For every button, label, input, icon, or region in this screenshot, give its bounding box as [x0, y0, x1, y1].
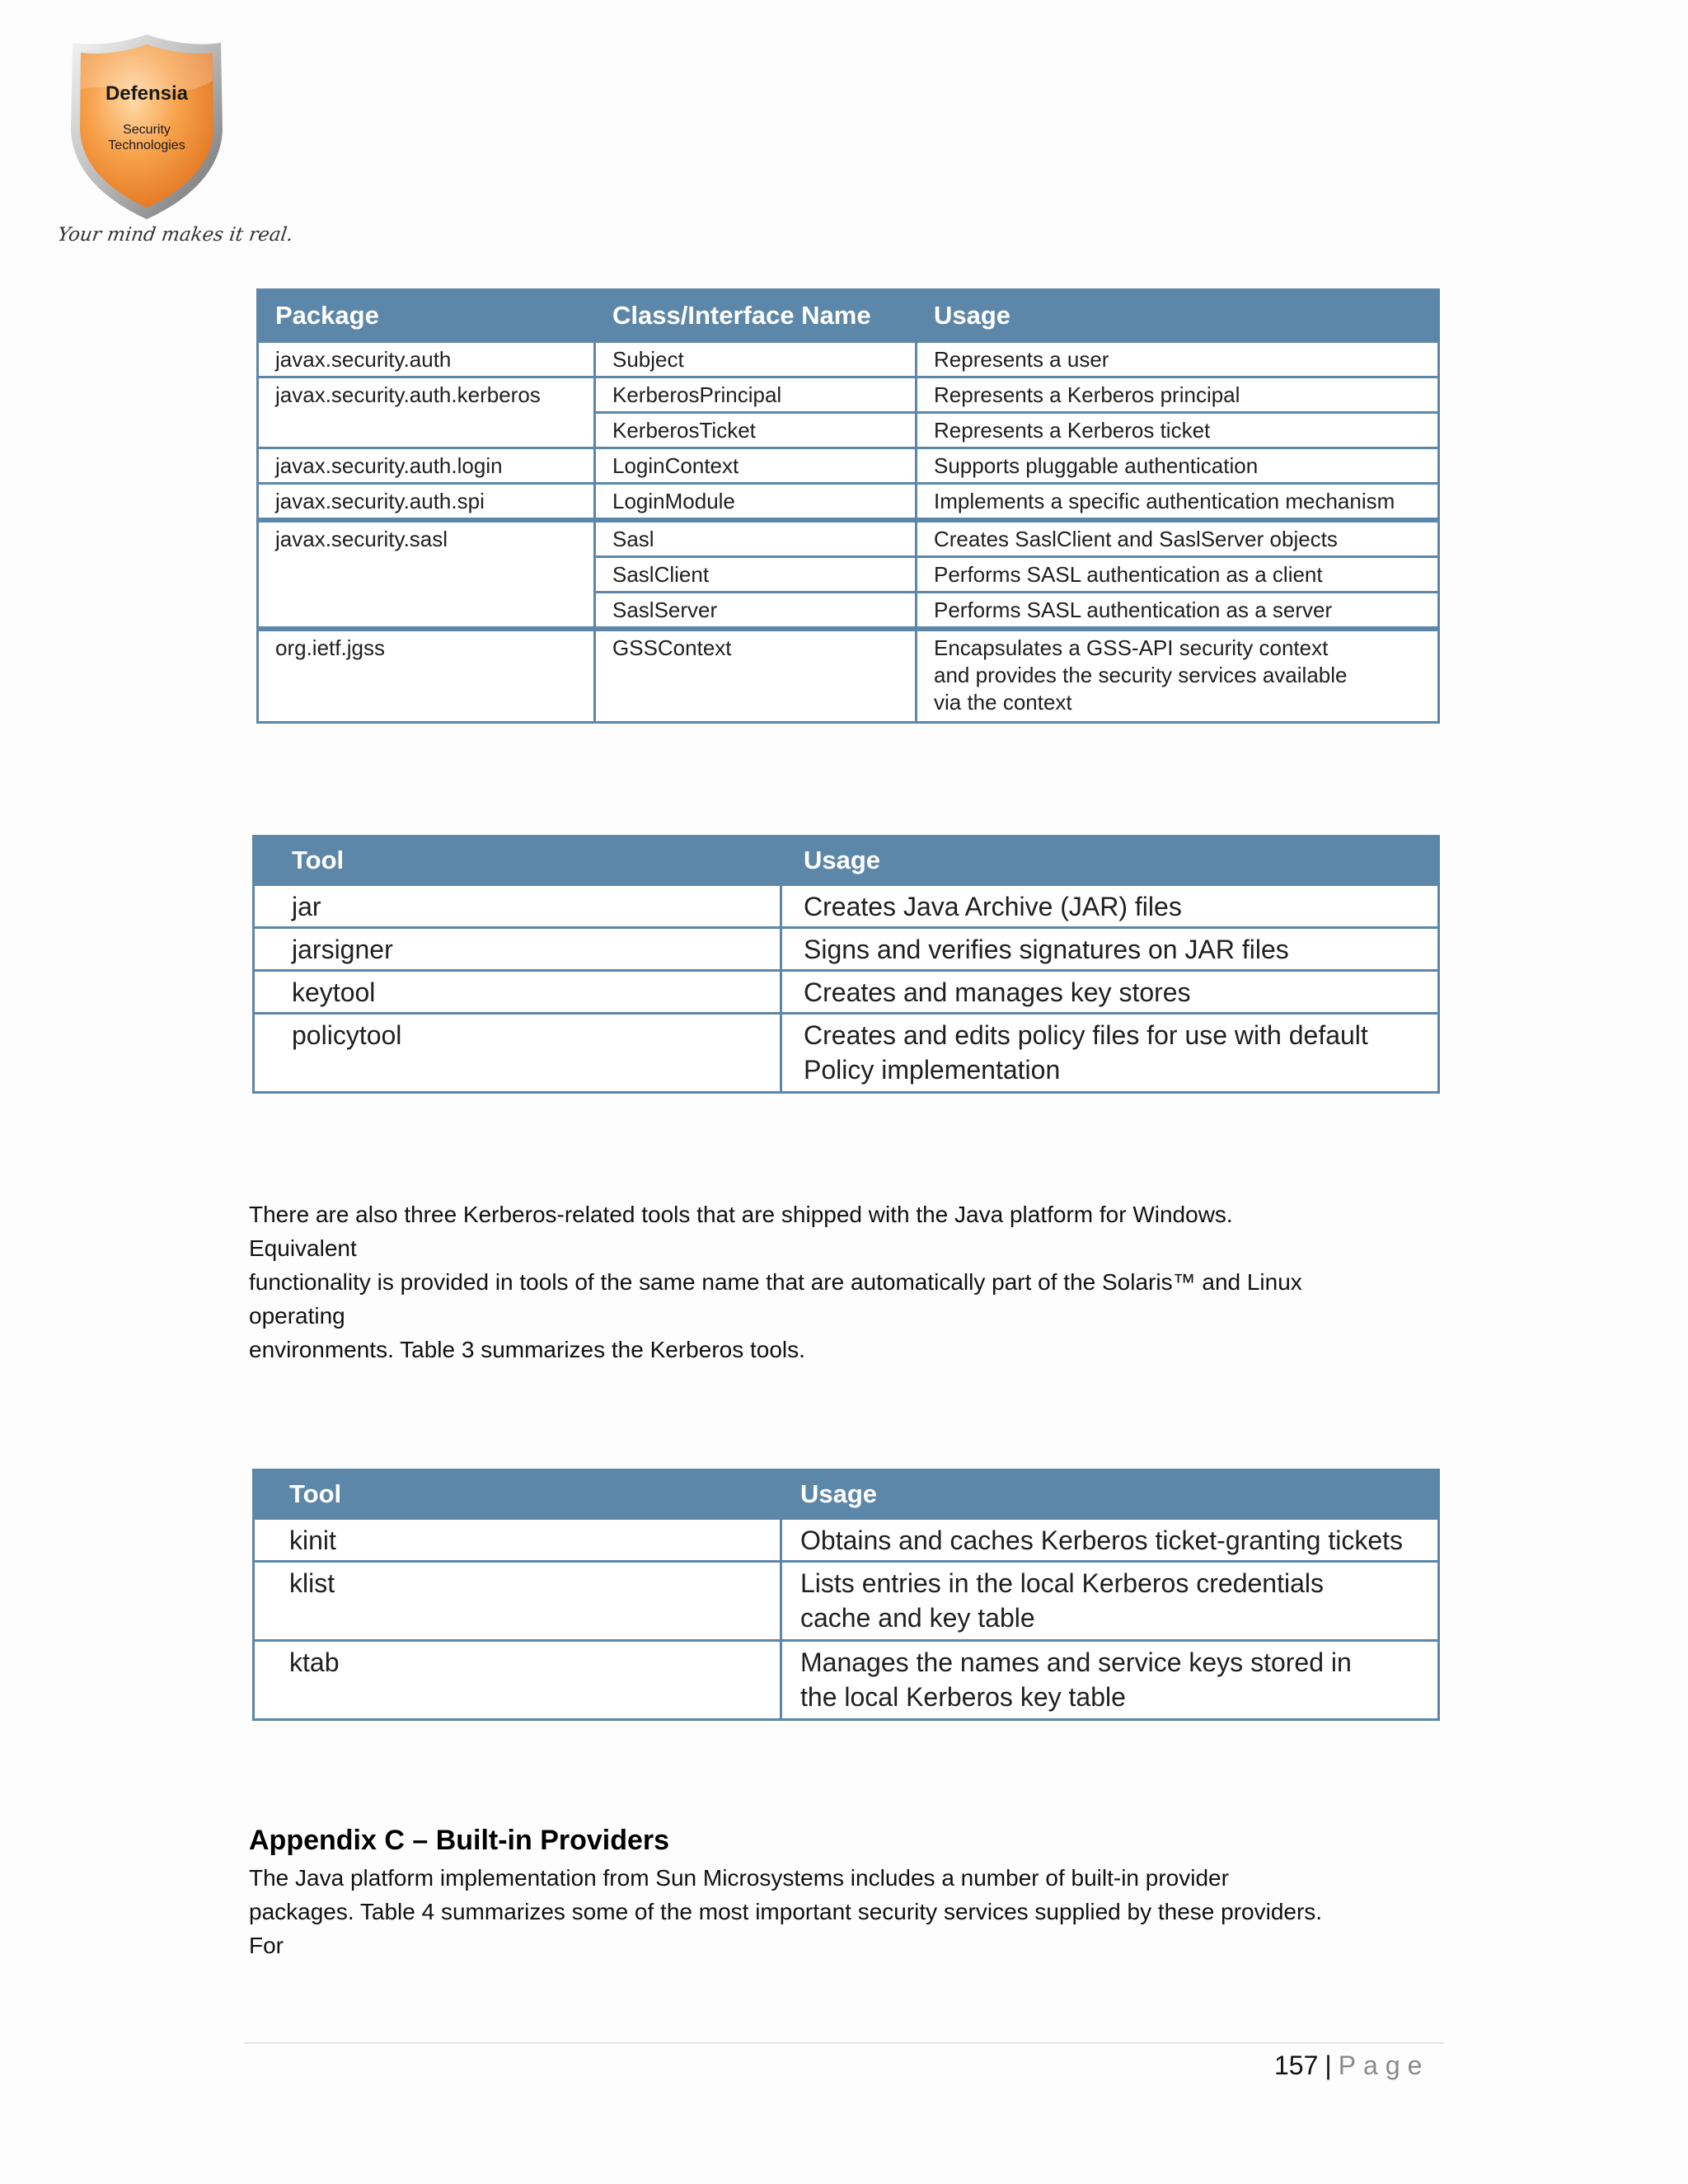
usage-cell: Represents a Kerberos principal [917, 377, 1439, 413]
paragraph-line: There are also three Kerberos-related tools that are shipped with the Java platform for Windows. [249, 1202, 1233, 1227]
class-cell: LoginModule [595, 484, 917, 521]
usage-cell: Performs SASL authentication as a server [917, 593, 1439, 630]
tool-cell: jar [254, 885, 781, 928]
tool-cell: keytool [254, 971, 781, 1014]
tool-cell: klist [254, 1562, 781, 1641]
table-row [258, 342, 1439, 377]
usage-cell: Signs and verifies signatures on JAR files [781, 928, 1439, 971]
column-header-usage: Usage [781, 837, 1439, 885]
table-row [258, 448, 1439, 484]
company-logo [64, 31, 229, 223]
column-header-class: Class/Interface Name [595, 290, 917, 342]
class-cell: LoginContext [595, 448, 917, 484]
logo-subtitle [64, 122, 229, 153]
usage-cell: Represents a Kerberos ticket [917, 413, 1439, 448]
table-row [258, 520, 1439, 557]
logo-tagline: Your mind makes it real. [56, 224, 295, 246]
class-cell: KerberosTicket [595, 413, 917, 448]
package-cell: javax.security.auth.login [258, 448, 595, 484]
usage-cell: Creates Java Archive (JAR) files [781, 885, 1439, 928]
class-cell: SaslClient [595, 557, 917, 593]
logo-brand-text: Defensia [105, 82, 189, 105]
table-row [254, 971, 1439, 1014]
package-cell: javax.security.sasl [258, 520, 595, 557]
kerberos-paragraph [249, 1197, 1444, 1366]
table-row [254, 1641, 1439, 1720]
paragraph-line: environments. Table 3 summarizes the Kerberos tools. [249, 1337, 805, 1362]
usage-cell: Supports pluggable authentication [917, 448, 1439, 484]
usage-cell: Performs SASL authentication as a client [917, 557, 1439, 593]
package-cell: javax.security.auth.spi [258, 484, 595, 521]
paragraph-line: Equivalent [249, 1235, 357, 1261]
paragraph-line: functionality is provided in tools of the same name that are automatically part of the Solaris™ and Linux [249, 1269, 1302, 1295]
table-row [254, 928, 1439, 971]
table-row [258, 377, 1439, 413]
table-row [258, 484, 1439, 521]
column-header-usage: Usage [781, 1470, 1439, 1519]
table-row [258, 593, 1439, 630]
table-row [258, 413, 1439, 448]
tool-cell: policytool [254, 1014, 781, 1093]
column-header-tool: Tool [254, 1470, 781, 1519]
paragraph-line: packages. Table 4 summarizes some of the most important security services supplied by these providers. [249, 1899, 1323, 1924]
table-header-row [258, 290, 1439, 342]
paragraph-line: operating [249, 1303, 345, 1329]
table-row [254, 1014, 1439, 1093]
kerberos-tools-table [252, 1469, 1440, 1721]
table-row [258, 629, 1439, 723]
tool-cell: jarsigner [254, 928, 781, 971]
footer-separator: | [1325, 2050, 1332, 2080]
table-row [254, 1519, 1439, 1562]
table-row [254, 1562, 1439, 1641]
class-cell: SaslServer [595, 593, 917, 630]
package-cell [258, 413, 595, 448]
table-row [258, 557, 1439, 593]
class-cell: KerberosPrincipal [595, 377, 917, 413]
class-cell: Sasl [595, 520, 917, 557]
table-header-row [254, 837, 1439, 885]
page-footer [1274, 2050, 1429, 2081]
appendix-paragraph [249, 1861, 1444, 1962]
tools-table [252, 835, 1440, 1094]
tool-cell: ktab [254, 1641, 781, 1720]
logo-subtitle-line: Security [123, 123, 171, 137]
usage-cell: Implements a specific authentication mechanism [917, 484, 1439, 521]
package-cell [258, 557, 595, 593]
table-header-row [254, 1470, 1439, 1519]
paragraph-line: For [249, 1933, 284, 1958]
class-cell: Subject [595, 342, 917, 377]
usage-cell: Encapsulates a GSS-API security context and provides the security services available via the context [917, 629, 1439, 723]
column-header-usage: Usage [917, 290, 1439, 342]
usage-cell: Creates SaslClient and SaslServer objects [917, 520, 1439, 557]
package-cell: javax.security.auth [258, 342, 595, 377]
usage-cell: Lists entries in the local Kerberos credentials cache and key table [781, 1562, 1439, 1641]
usage-cell: Creates and edits policy files for use with default Policy implementation [781, 1014, 1439, 1093]
package-cell: org.ietf.jgss [258, 629, 595, 723]
tool-cell: kinit [254, 1519, 781, 1562]
package-cell [258, 593, 595, 630]
package-cell: javax.security.auth.kerberos [258, 377, 595, 413]
usage-cell: Creates and manages key stores [781, 971, 1439, 1014]
class-cell: GSSContext [595, 629, 917, 723]
usage-cell: Manages the names and service keys stored in the local Kerberos key table [781, 1641, 1439, 1720]
column-header-tool: Tool [254, 837, 781, 885]
usage-cell: Obtains and caches Kerberos ticket-granting tickets [781, 1519, 1439, 1562]
column-header-package: Package [258, 290, 595, 342]
footer-divider [244, 2042, 1444, 2044]
appendix-heading: Appendix C – Built-in Providers [249, 1825, 670, 1856]
packages-table [256, 288, 1440, 724]
page-number: 157 [1274, 2050, 1319, 2080]
page-label: Page [1338, 2050, 1430, 2080]
paragraph-line: The Java platform implementation from Sun Microsystems includes a number of built-in provider [249, 1865, 1229, 1891]
table-row [254, 885, 1439, 928]
usage-cell: Represents a user [917, 342, 1439, 377]
logo-subtitle-line: Technologies [108, 138, 185, 152]
